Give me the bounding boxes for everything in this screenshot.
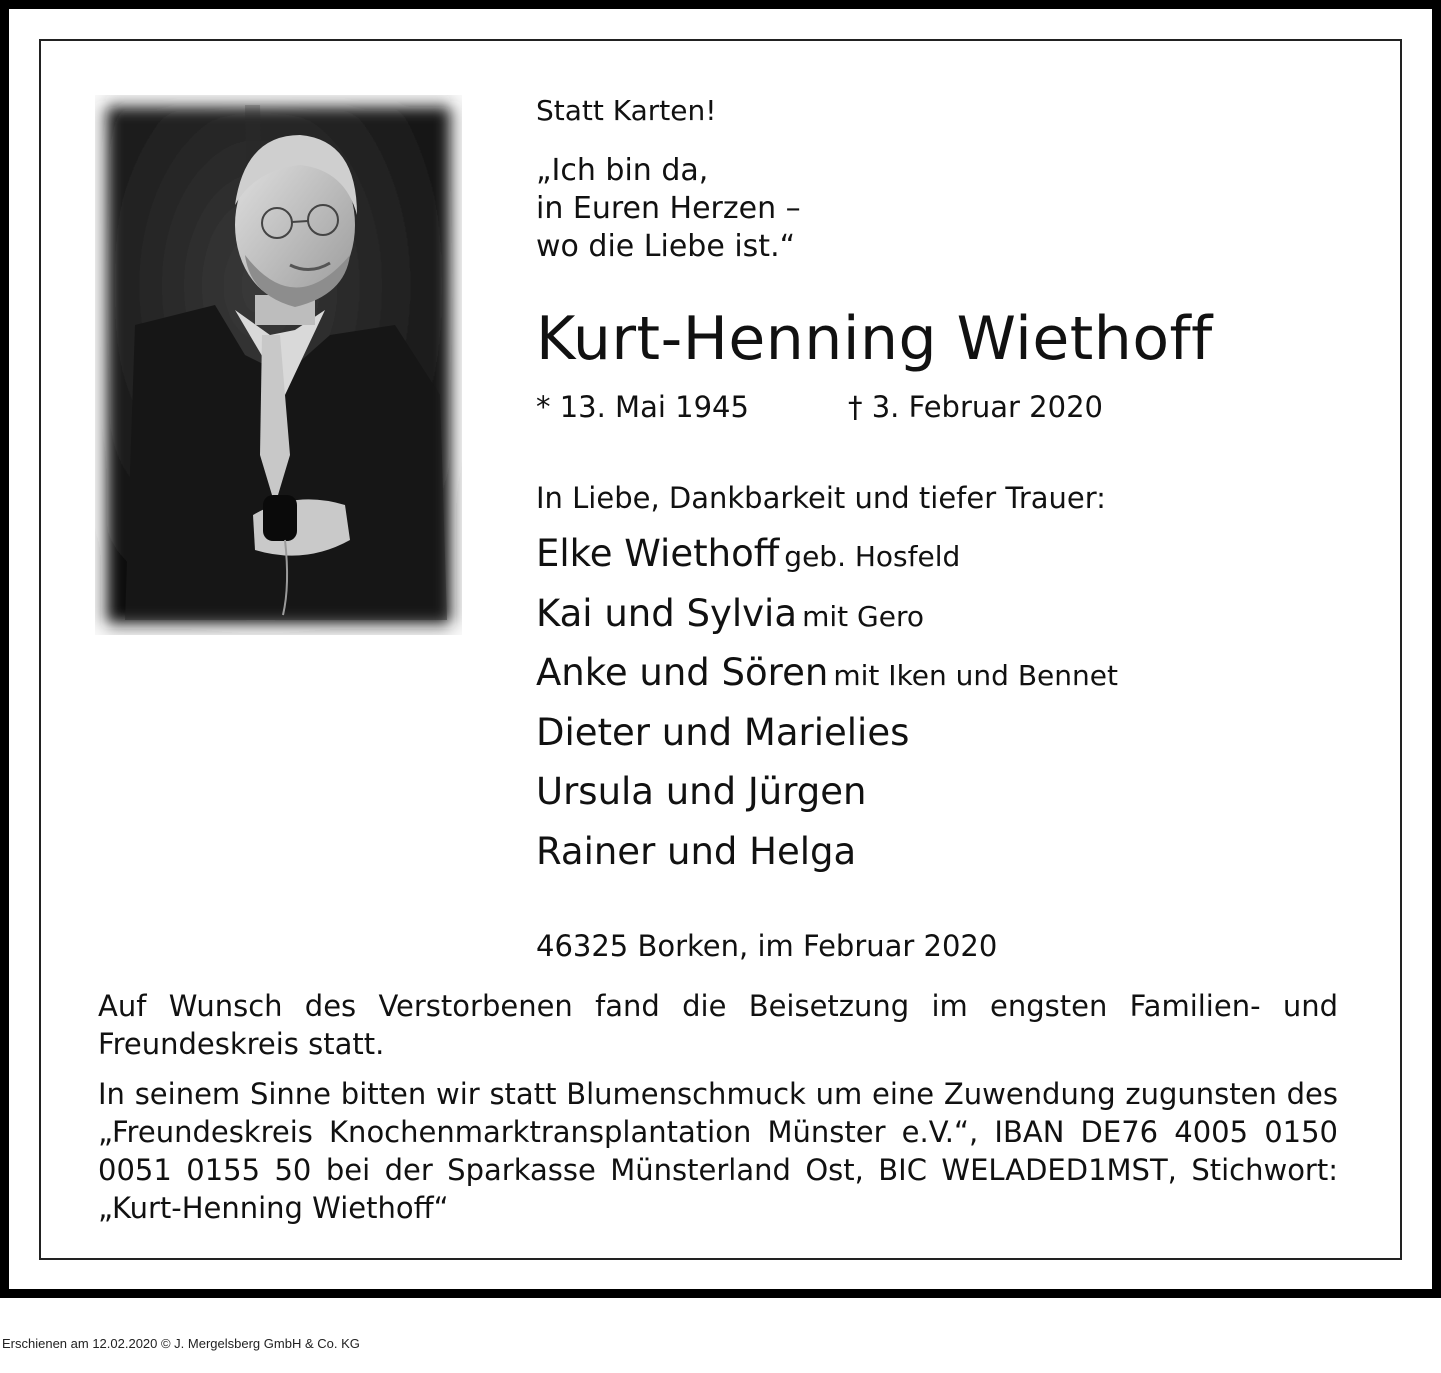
mourner-item — [536, 532, 1118, 592]
quote-line: wo die Liebe ist.“ — [536, 229, 796, 264]
mourners-intro: In Liebe, Dankbarkeit und tiefer Trauer: — [536, 481, 1106, 515]
statt-karten-text: Statt Karten! — [536, 94, 717, 127]
death-date: † 3. Februar 2020 — [848, 390, 1103, 424]
mourner-note: geb. Hosfeld — [784, 540, 961, 573]
deceased-name: Kurt-Henning Wiethoff — [536, 304, 1213, 374]
quote-line: in Euren Herzen – — [536, 191, 801, 226]
mourner-item — [536, 770, 1118, 830]
donation-note: In seinem Sinne bitten wir statt Blumenschmuck um eine Zuwendung zugunsten des „Freundeskreis Knochenmarktransplantation Münster e.V.“, IBAN DE76 4005 0150 0051 0155 50 bei der Sparkasse Münsterland Ost, BIC WELADED1MST, Stichwort: „Kurt-Henning Wiethoff“ — [98, 1077, 1338, 1225]
burial-note: Auf Wunsch des Verstorbenen fand die Beisetzung im engsten Familien- und Freundeskreis statt. — [98, 989, 1338, 1061]
mourner-name: Elke Wiethoff — [536, 532, 780, 575]
mourner-item — [536, 651, 1118, 711]
mourner-name: Rainer und Helga — [536, 829, 857, 873]
mourner-item — [536, 711, 1118, 771]
mourner-name: Anke und Sören — [536, 651, 829, 694]
publication-footer: Erschienen am 12.02.2020 © J. Mergelsberg GmbH & Co. KG — [2, 1336, 360, 1351]
mourner-name: Ursula und Jürgen — [536, 770, 867, 813]
mourners-list — [536, 532, 1118, 889]
mourner-name: Dieter und Marielies — [536, 710, 910, 754]
place-and-date: 46325 Borken, im Februar 2020 — [536, 929, 998, 963]
memorial-quote — [536, 152, 801, 266]
quote-line: „Ich bin da, — [536, 153, 709, 188]
mourner-name: Kai und Sylvia — [536, 591, 797, 635]
mourner-note: mit Iken und Bennet — [833, 659, 1118, 692]
birth-date: * 13. Mai 1945 — [536, 390, 749, 424]
portrait-photo — [95, 95, 462, 635]
mourner-note: mit Gero — [802, 599, 924, 633]
mourner-item — [536, 830, 1118, 890]
mourner-item — [536, 592, 1118, 652]
